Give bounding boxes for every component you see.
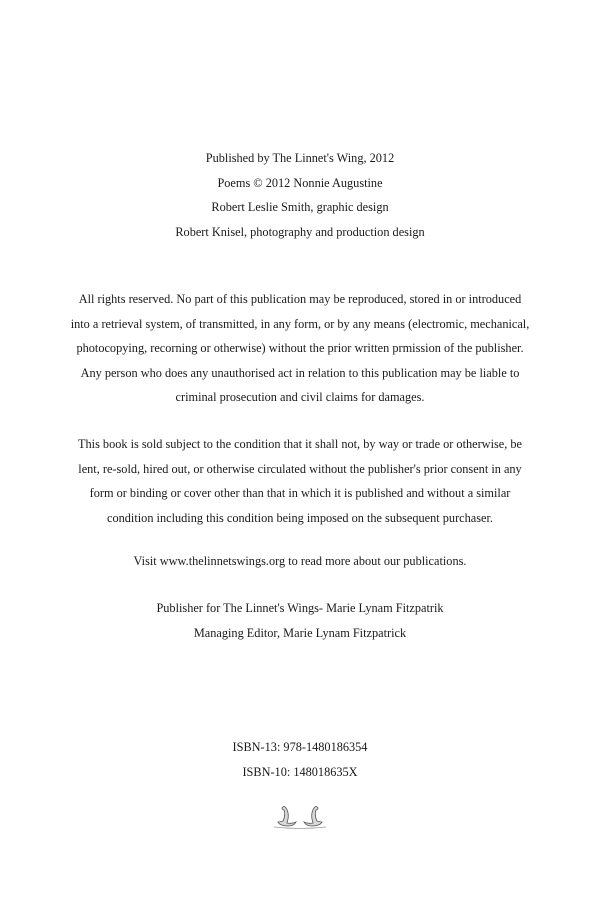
sale-condition-line: form or binding or cover other than that in which it is published and without a similar <box>89 486 511 500</box>
sale-condition-line: lent, re-sold, hired out, or otherwise circulated without the publisher's prior consent in any <box>78 461 522 476</box>
isbn-13: ISBN-13: 978-1480186354 <box>232 740 368 754</box>
rights-line: photocopying, recorning or otherwise) without the prior written prmission of the publisher. <box>76 341 524 355</box>
website-notice <box>40 549 560 574</box>
managing-editor-line: Managing Editor, Marie Lynam Fitzpatrick <box>193 625 407 640</box>
rights-line: All rights reserved. No part of this publication may be reproduced, stored in or introduced <box>78 292 522 306</box>
photography-credit: Robert Knisel, photography and production design <box>175 224 425 239</box>
design-credit: Robert Leslie Smith, graphic design <box>211 200 389 214</box>
sale-condition-line: This book is sold subject to the condition that it shall not, by way or trade or otherwise, be <box>78 437 522 451</box>
sale-condition-paragraph <box>40 432 560 530</box>
sale-condition-line: condition including this condition being imposed on the subsequent purchaser. <box>107 510 493 525</box>
isbn-10: ISBN-10: 148018635X <box>242 764 358 779</box>
rights-line: into a retrieval system, of transmitted, in any form, or by any means (electromic, mechanical, <box>70 316 530 331</box>
publisher-line: Publisher for The Linnet's Wings- Marie Lynam Fitzpatrik <box>156 601 444 615</box>
credits-block <box>40 146 560 244</box>
rights-line: criminal prosecution and civil claims for damages. <box>175 390 425 404</box>
publisher-credit: Published by The Linnet's Wing, 2012 <box>205 151 395 165</box>
isbn-block <box>40 735 560 784</box>
website-line: Visit www.thelinnetswings.org to read more about our publications. <box>133 554 467 568</box>
rights-line: Any person who does any unauthorised act in relation to this publication may be liable to <box>80 365 520 380</box>
rights-paragraph <box>40 287 560 410</box>
publisher-block <box>40 596 560 645</box>
swans-logo-icon <box>270 800 330 830</box>
poems-copyright: Poems © 2012 Nonnie Augustine <box>217 175 383 190</box>
